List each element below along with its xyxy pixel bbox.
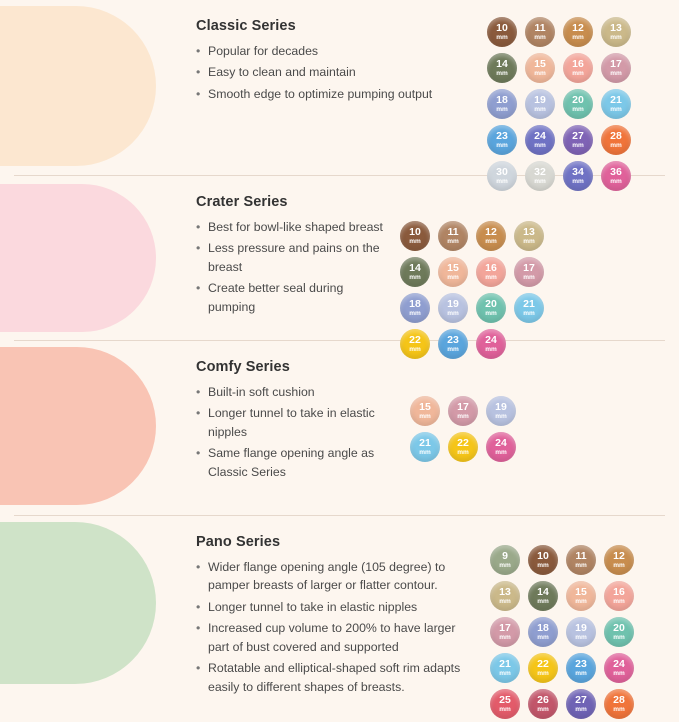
size-chip[interactable] (514, 293, 544, 323)
size-chip[interactable] (487, 125, 517, 155)
size-chip-value: 11 (575, 550, 587, 562)
page-title-comfy: Comfy Series (196, 359, 290, 375)
size-chip-value: 17 (523, 262, 535, 274)
size-chip-value: 12 (485, 226, 497, 238)
size-chip[interactable] (528, 689, 558, 719)
list-item: • Smooth edge to optimize pumping output (196, 85, 475, 103)
size-chip-value: 16 (572, 58, 584, 70)
size-chip[interactable] (400, 257, 430, 287)
pano-size-chips (486, 516, 672, 722)
page-title-crater: Crater Series (196, 194, 288, 210)
size-chip[interactable] (563, 89, 593, 119)
size-chip-unit: mm (575, 705, 587, 713)
size-chip-value: 11 (447, 226, 459, 238)
list-item: • Create better seal during pumping (196, 279, 388, 316)
crater-size-chips (396, 176, 592, 362)
size-chip-unit: mm (499, 597, 511, 605)
size-chip-value: 21 (499, 658, 511, 670)
size-chip-value: 28 (613, 694, 625, 706)
size-chip-unit: mm (495, 448, 507, 456)
size-chip-unit: mm (613, 633, 625, 641)
list-item: • Best for bowl-like shaped breast (196, 218, 388, 236)
size-chip-value: 19 (575, 622, 587, 634)
size-chip-unit: mm (496, 69, 508, 77)
size-chip-value: 36 (610, 166, 622, 178)
size-chip-unit: mm (610, 69, 622, 77)
comfy-blob (0, 347, 156, 505)
size-chip-unit: mm (457, 448, 469, 456)
size-chip-unit: mm (572, 33, 584, 41)
size-chip-unit: mm (447, 345, 459, 353)
size-chip-unit: mm (499, 633, 511, 641)
size-chip[interactable] (604, 689, 634, 719)
size-chip[interactable] (486, 432, 516, 462)
size-chip-unit: mm (447, 237, 459, 245)
size-chip[interactable] (525, 125, 555, 155)
size-chip-value: 16 (613, 586, 625, 598)
size-chip[interactable] (601, 17, 631, 47)
size-chip-unit: mm (485, 309, 497, 317)
size-chip-value: 19 (534, 94, 546, 106)
size-chip-unit: mm (610, 33, 622, 41)
size-chip[interactable] (525, 53, 555, 83)
size-chip[interactable] (487, 89, 517, 119)
size-chip[interactable] (448, 396, 478, 426)
list-item: • Longer tunnel to take in elastic nipples (196, 404, 398, 441)
size-chip[interactable] (514, 257, 544, 287)
size-chip-value: 10 (537, 550, 549, 562)
size-chip-value: 28 (610, 130, 622, 142)
size-chip-value: 23 (575, 658, 587, 670)
size-chip-value: 32 (534, 166, 546, 178)
size-chip-unit: mm (523, 273, 535, 281)
size-chip-value: 15 (575, 586, 587, 598)
size-chip-value: 24 (485, 334, 497, 346)
size-chip-value: 13 (523, 226, 535, 238)
size-chip-unit: mm (523, 237, 535, 245)
size-chip-value: 24 (534, 130, 546, 142)
list-item: • Built-in soft cushion (196, 383, 398, 401)
size-chip-unit: mm (419, 412, 431, 420)
size-chip-unit: mm (534, 177, 546, 185)
size-chip[interactable] (400, 293, 430, 323)
size-chip-value: 15 (447, 262, 459, 274)
size-chip[interactable] (604, 581, 634, 611)
size-chip[interactable] (487, 53, 517, 83)
size-chip[interactable] (566, 617, 596, 647)
size-chip-unit: mm (485, 273, 497, 281)
comfy-bullet-list (196, 383, 398, 481)
classic-bullet-list (196, 42, 475, 103)
size-chip-unit: mm (485, 345, 497, 353)
size-chip-value: 20 (485, 298, 497, 310)
size-chip-unit: mm (499, 561, 511, 569)
size-chip-value: 26 (537, 694, 549, 706)
size-chip-unit: mm (610, 141, 622, 149)
size-chip[interactable] (528, 545, 558, 575)
size-chip[interactable] (410, 432, 440, 462)
size-chip-unit: mm (495, 412, 507, 420)
size-chip-value: 10 (496, 22, 508, 34)
size-chip[interactable] (400, 221, 430, 251)
size-chip-unit: mm (496, 33, 508, 41)
size-chip[interactable] (566, 581, 596, 611)
size-chip-unit: mm (613, 597, 625, 605)
size-chip[interactable] (566, 545, 596, 575)
size-chip-unit: mm (447, 273, 459, 281)
size-chip[interactable] (490, 545, 520, 575)
size-chip-value: 17 (499, 622, 511, 634)
size-chip-value: 10 (409, 226, 421, 238)
classic-size-chips (483, 0, 679, 194)
size-chip-value: 27 (572, 130, 584, 142)
size-chip-value: 21 (523, 298, 535, 310)
size-chip[interactable] (448, 432, 478, 462)
size-chip-value: 17 (457, 401, 469, 413)
size-chip-value: 14 (409, 262, 421, 274)
size-chip-value: 21 (419, 437, 431, 449)
list-item: • Same flange opening angle as Classic Series (196, 444, 398, 481)
size-chip-value: 22 (537, 658, 549, 670)
size-chip-value: 27 (575, 694, 587, 706)
size-chip-value: 16 (485, 262, 497, 274)
size-chip-unit: mm (409, 237, 421, 245)
page-title-classic: Classic Series (196, 18, 296, 34)
section-comfy-series (0, 341, 679, 515)
size-chip-unit: mm (485, 237, 497, 245)
pano-blob (0, 522, 156, 684)
size-chip-unit: mm (613, 705, 625, 713)
size-chip-value: 17 (610, 58, 622, 70)
list-item: • Easy to clean and maintain (196, 63, 475, 81)
size-chip[interactable] (490, 581, 520, 611)
size-chip[interactable] (563, 17, 593, 47)
list-item: • Less pressure and pains on the breast (196, 239, 388, 276)
size-chip[interactable] (528, 617, 558, 647)
size-chip-unit: mm (534, 69, 546, 77)
size-chip-value: 13 (610, 22, 622, 34)
list-item: • Increased cup volume to 200% to have larger part of bust covered and supported (196, 619, 478, 656)
size-chip-value: 18 (496, 94, 508, 106)
size-chip-value: 25 (499, 694, 511, 706)
size-chip-value: 20 (613, 622, 625, 634)
comfy-text-box (196, 341, 406, 484)
size-chip[interactable] (476, 293, 506, 323)
size-chip-unit: mm (537, 561, 549, 569)
page-title-pano: Pano Series (196, 534, 281, 550)
size-chip-value: 14 (537, 586, 549, 598)
size-chip-unit: mm (575, 561, 587, 569)
size-chip[interactable] (563, 53, 593, 83)
comfy-size-chips (406, 341, 536, 465)
size-chip[interactable] (486, 396, 516, 426)
classic-blob (0, 6, 156, 166)
size-chip-value: 22 (457, 437, 469, 449)
size-chip-unit: mm (499, 705, 511, 713)
list-item: • Wider flange opening angle (105 degree) to pamper breasts of larger or flatter contour. (196, 558, 478, 595)
size-chip[interactable] (563, 125, 593, 155)
size-chip-unit: mm (447, 309, 459, 317)
size-chip[interactable] (601, 53, 631, 83)
classic-text-box (196, 0, 483, 106)
size-chip-unit: mm (457, 412, 469, 420)
size-chip-unit: mm (610, 105, 622, 113)
size-chip[interactable] (514, 221, 544, 251)
size-chip[interactable] (487, 17, 517, 47)
size-chip-value: 34 (572, 166, 584, 178)
size-chip-value: 21 (610, 94, 622, 106)
size-chip-unit: mm (572, 69, 584, 77)
size-chip-unit: mm (537, 669, 549, 677)
size-chip-unit: mm (534, 105, 546, 113)
size-chip[interactable] (438, 293, 468, 323)
size-chip-value: 19 (495, 401, 507, 413)
size-chip-unit: mm (572, 141, 584, 149)
size-chip-value: 20 (572, 94, 584, 106)
size-chip-unit: mm (499, 669, 511, 677)
size-chip-unit: mm (409, 309, 421, 317)
size-chip-unit: mm (572, 105, 584, 113)
size-chip[interactable] (604, 617, 634, 647)
size-chip[interactable] (601, 89, 631, 119)
size-chip[interactable] (438, 257, 468, 287)
size-chip-unit: mm (409, 273, 421, 281)
pano-bullet-list (196, 558, 478, 696)
size-chip[interactable] (601, 125, 631, 155)
size-chip-unit: mm (534, 33, 546, 41)
size-chip-unit: mm (534, 141, 546, 149)
size-chip[interactable] (438, 221, 468, 251)
size-chip-value: 15 (534, 58, 546, 70)
size-chip-unit: mm (496, 141, 508, 149)
size-chip-unit: mm (523, 309, 535, 317)
size-chip-unit: mm (613, 561, 625, 569)
crater-text-box (196, 176, 396, 319)
size-chip-value: 15 (419, 401, 431, 413)
crater-bullet-list (196, 218, 388, 316)
section-classic-series (0, 0, 679, 185)
size-chip-value: 30 (496, 166, 508, 178)
size-chip-unit: mm (613, 669, 625, 677)
size-chip-unit: mm (575, 633, 587, 641)
section-crater-series (0, 176, 679, 353)
size-chip-unit: mm (496, 105, 508, 113)
size-chip-unit: mm (572, 177, 584, 185)
size-chip[interactable] (528, 581, 558, 611)
size-chip-value: 23 (447, 334, 459, 346)
size-chip-value: 13 (499, 586, 511, 598)
size-chip-value: 19 (447, 298, 459, 310)
size-chip[interactable] (476, 257, 506, 287)
size-chip[interactable] (525, 17, 555, 47)
size-chip-unit: mm (575, 597, 587, 605)
size-chip[interactable] (476, 221, 506, 251)
list-item: • Longer tunnel to take in elastic nipples (196, 598, 478, 616)
size-chip-unit: mm (537, 597, 549, 605)
size-chip[interactable] (490, 689, 520, 719)
size-chip-value: 18 (409, 298, 421, 310)
size-chip-value: 18 (537, 622, 549, 634)
size-chip-value: 11 (534, 22, 546, 34)
size-chip-value: 23 (496, 130, 508, 142)
size-chip-unit: mm (610, 177, 622, 185)
size-chip-value: 24 (613, 658, 625, 670)
size-chip-value: 24 (495, 437, 507, 449)
size-chip[interactable] (604, 545, 634, 575)
size-chip-unit: mm (537, 633, 549, 641)
size-chip-value: 12 (613, 550, 625, 562)
size-chip-unit: mm (419, 448, 431, 456)
size-chip-value: 9 (502, 550, 508, 562)
list-item: • Popular for decades (196, 42, 475, 60)
size-chip-unit: mm (537, 705, 549, 713)
size-chip[interactable] (410, 396, 440, 426)
pano-text-box (196, 516, 486, 699)
section-pano-series (0, 516, 679, 713)
size-chip-unit: mm (496, 177, 508, 185)
size-chip-value: 12 (572, 22, 584, 34)
size-chip[interactable] (490, 617, 520, 647)
size-chip-unit: mm (575, 669, 587, 677)
crater-blob (0, 184, 156, 332)
size-chip-unit: mm (409, 345, 421, 353)
size-chip[interactable] (525, 89, 555, 119)
size-chip-value: 22 (409, 334, 421, 346)
size-chip[interactable] (566, 689, 596, 719)
size-chip-value: 14 (496, 58, 508, 70)
list-item: • Rotatable and elliptical-shaped soft rim adapts easily to different shapes of breasts. (196, 659, 478, 696)
